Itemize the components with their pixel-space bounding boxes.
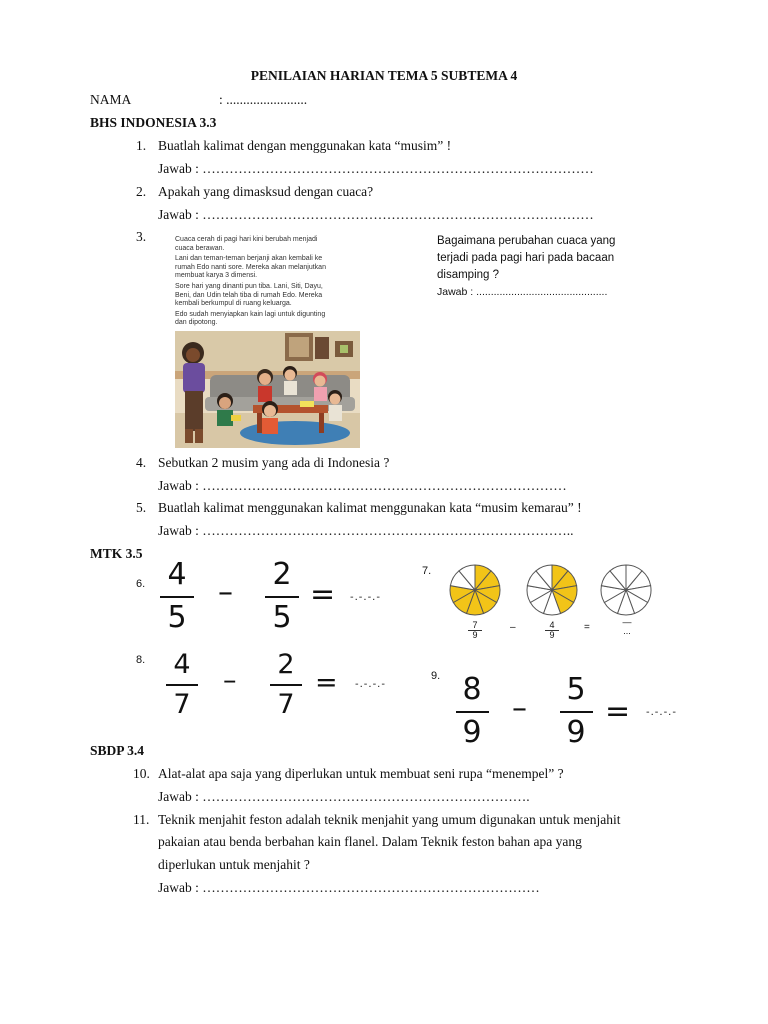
section-mtk: MTK 3.5 [90, 546, 143, 561]
q10-text: Alat-alat apa saja yang diperlukan untuk membuat seni rupa “menempel” ? [158, 766, 564, 781]
q3-question-line: terjadi pada pagi hari pada bacaan [437, 252, 615, 264]
family-room-illustration [175, 331, 360, 448]
fraction-bar [270, 684, 302, 686]
q10-number: 10. [133, 766, 150, 781]
q7-fraction-b-numerator: 4 [549, 620, 555, 630]
fraction-bar [160, 596, 194, 598]
q11-number: 11. [133, 812, 150, 827]
q8-number: 8. [136, 654, 146, 666]
q3-reading-passage [175, 236, 365, 328]
story-line: Edo sudah menyiapkan kain lagi untuk digunting [175, 310, 326, 318]
story-line: rumah Edo nanti sore. Mereka akan melanjutkan [175, 263, 326, 271]
q7-minus-sign: – [510, 622, 516, 633]
q3-question [437, 233, 657, 301]
q6-answer-blank[interactable]: -.-.-.- [350, 592, 381, 603]
q7-fraction-b [545, 621, 559, 640]
q2-number: 2. [136, 184, 147, 199]
equals-sign: = [310, 577, 336, 612]
page-title: PENILAIAN HARIAN TEMA 5 SUBTEMA 4 [250, 68, 518, 83]
name-label: NAMA [90, 92, 132, 107]
equals-sign: = [605, 694, 631, 729]
q11-text-line: diperlukan untuk menjahit ? [158, 857, 310, 872]
q6-fraction-a-denominator: 5 [167, 600, 187, 635]
equals-sign: = [315, 667, 338, 698]
q9-answer-blank[interactable]: -.-.-.- [646, 707, 677, 718]
q8-fraction-a-numerator: 4 [173, 649, 191, 680]
q7-fraction-a-numerator: 7 [472, 620, 478, 630]
name-field[interactable]: : ........................ [219, 92, 308, 107]
minus-sign: – [223, 665, 237, 696]
q6-number: 6. [136, 578, 146, 590]
story-line: membuat karya 3 dimensi. [175, 272, 258, 280]
q4-text: Sebutkan 2 musim yang ada di Indonesia ? [158, 455, 390, 470]
q5-answer[interactable]: Jawab : ……………………………………………………………………….. [158, 523, 574, 538]
q7-answer-denominator: ... [623, 626, 631, 636]
story-line: Beni, dan Udin telah tiba di rumah Edo. Mereka [175, 291, 323, 299]
minus-sign: – [512, 691, 527, 726]
story-line: dan dipotong. [175, 319, 218, 327]
q7-equals-sign: = [584, 622, 590, 633]
minus-sign: – [218, 575, 233, 610]
q10-answer[interactable]: Jawab : ………………………………………………………………. [158, 789, 530, 804]
q8-fraction-b-numerator: 2 [277, 649, 295, 680]
q1-answer[interactable]: Jawab : …………………………………………………………………………… [158, 161, 594, 176]
fraction-bar [166, 684, 198, 686]
q2-text: Apakah yang dimasksud dengan cuaca? [158, 184, 374, 199]
section-bhs-indonesia: BHS INDONESIA 3.3 [90, 115, 217, 130]
fraction-bar [560, 711, 593, 713]
fraction-bar [456, 711, 489, 713]
q9-number: 9. [431, 670, 441, 682]
q9-fraction-a-numerator: 8 [462, 672, 482, 707]
q6-fraction-a-numerator: 4 [167, 557, 187, 592]
q1-number: 1. [136, 138, 147, 153]
q9-fraction-b-denominator: 9 [566, 715, 586, 750]
q3-question-line: disamping ? [437, 269, 500, 281]
story-line: Lani dan teman-teman berjanji akan kembali ke [175, 255, 323, 263]
story-line: Cuaca cerah di pagi hari kini berubah menjadi [175, 236, 318, 243]
q7-fraction-b-denominator: 9 [545, 630, 559, 640]
q7-fraction-a-denominator: 9 [468, 630, 482, 640]
q8-answer-blank[interactable]: -.-.-.- [355, 679, 386, 690]
q11-text-line: Teknik menjahit feston adalah teknik menjahit yang umum digunakan untuk menjahit [158, 812, 621, 827]
story-line: kembali berkumpul di ruang keluarga. [175, 300, 292, 308]
story-line: Sore hari yang dinanti pun tiba. Lani, Siti, Dayu, [175, 282, 323, 290]
q5-text: Buatlah kalimat menggunakan kalimat menggunakan kata “musim kemarau” ! [158, 500, 582, 515]
q3-answer[interactable]: Jawab : ............................................. [437, 286, 608, 298]
fraction-pies [450, 565, 651, 615]
q6-fraction-b-numerator: 2 [272, 557, 292, 592]
q7-answer-blank[interactable] [619, 618, 635, 636]
q2-answer[interactable]: Jawab : …………………………………………………………………………… [158, 207, 594, 222]
section-sbdp: SBDP 3.4 [90, 743, 145, 758]
q4-number: 4. [136, 455, 147, 470]
q11-answer[interactable]: Jawab : ………………………………………………………………… [158, 880, 540, 895]
fraction-bar [265, 596, 299, 598]
q5-number: 5. [136, 500, 147, 515]
story-line: cuaca berawan. [175, 244, 225, 252]
q3-question-line: Bagaimana perubahan cuaca yang [437, 235, 616, 247]
q1-text: Buatlah kalimat dengan menggunakan kata “musim” ! [158, 138, 452, 153]
q8-fraction-a-denominator: 7 [173, 689, 191, 720]
q9-fraction-b-numerator: 5 [566, 672, 586, 707]
q6-fraction-b-denominator: 5 [272, 600, 292, 635]
q7-fraction-a [468, 621, 482, 640]
q9-fraction-a-denominator: 9 [462, 715, 482, 750]
q8-fraction-b-denominator: 7 [277, 689, 295, 720]
q4-answer[interactable]: Jawab : ……………………………………………………………………… [158, 478, 567, 493]
q3-number: 3. [136, 229, 147, 244]
q11-text-line: pakaian atau benda berbahan kain flanel. Dalam Teknik feston bahan apa yang [158, 834, 582, 849]
q7-number: 7. [422, 565, 432, 577]
q7-answer-numerator: — [622, 617, 632, 627]
